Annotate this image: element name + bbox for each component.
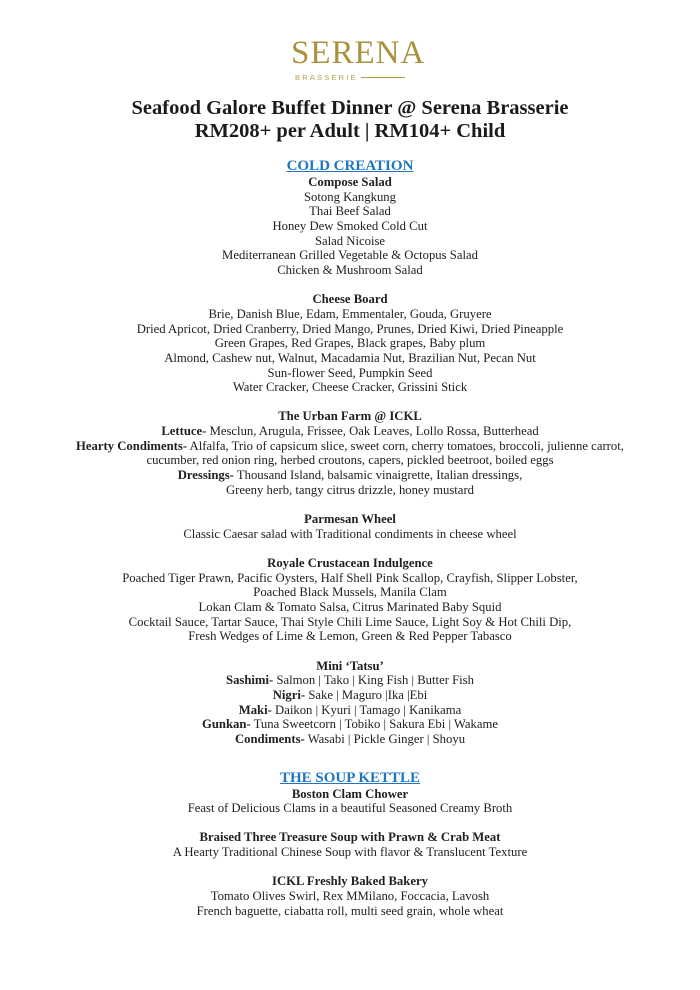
menu-content	[25, 157, 675, 918]
menu-line: French baguette, ciabatta roll, multi seed grain, whole wheat	[196, 903, 504, 918]
menu-line-lead: Sashimi-	[226, 673, 274, 688]
block-boston-clam-chower	[25, 787, 675, 816]
menu-line-text: Sake | Maguro |Ika |Ebi	[305, 687, 428, 702]
menu-line-lead: Hearty Condiments-	[76, 438, 188, 453]
menu-line-lead: Lettuce-	[161, 424, 207, 439]
block-urban-farm	[25, 409, 675, 497]
block-royale-crustacean	[25, 556, 675, 644]
serena-logo	[291, 35, 426, 82]
menu-line: Feast of Delicious Clams in a beautiful Seasoned Creamy Broth	[187, 801, 513, 816]
block-title: Boston Clam Chower	[291, 786, 409, 801]
menu-line: Poached Tiger Prawn, Pacific Oysters, Half Shell Pink Scallop, Crayfish, Slipper Lobster,	[122, 570, 578, 585]
menu-line: Mediterranean Grilled Vegetable & Octopus Salad	[222, 248, 478, 263]
menu-line: Sun-flower Seed, Pumpkin Seed	[267, 365, 433, 380]
menu-line-lead: Maki-	[238, 702, 272, 717]
menu-line: Lokan Clam & Tomato Salsa, Citrus Marinated Baby Squid	[198, 599, 502, 614]
menu-line: A Hearty Traditional Chinese Soup with flavor & Translucent Texture	[172, 845, 528, 860]
menu-line: cucumber, red onion ring, herbed croutons, capers, pickled beetroot, boiled eggs	[146, 453, 554, 468]
menu-line-text: Mesclun, Arugula, Frissee, Oak Leaves, Lollo Rossa, Butterhead	[206, 424, 539, 439]
block-parmesan-wheel	[25, 512, 675, 541]
menu-line	[25, 439, 675, 454]
menu-line-lead: Condiments-	[234, 731, 305, 746]
section-soup-kettle	[25, 769, 675, 919]
menu-line: Greeny herb, tangy citrus drizzle, honey mustard	[225, 482, 475, 497]
menu-line	[25, 717, 675, 732]
block-cheese-board	[25, 292, 675, 395]
menu-line: Almond, Cashew nut, Walnut, Macadamia Nut, Brazilian Nut, Pecan Nut	[164, 350, 536, 365]
menu-line-text: Salmon | Tako | King Fish | Butter Fish	[273, 673, 474, 688]
menu-line-lead: Dressings-	[177, 468, 234, 483]
block-title: Braised Three Treasure Soup with Prawn & Crab Meat	[199, 830, 501, 845]
menu-line: Thai Beef Salad	[309, 204, 391, 219]
menu-line: Honey Dew Smoked Cold Cut	[272, 218, 428, 233]
block-mini-tatsu	[25, 659, 675, 747]
block-title: Royale Crustacean Indulgence	[267, 556, 433, 570]
menu-line	[25, 673, 675, 688]
menu-line: Brie, Danish Blue, Edam, Emmentaler, Gouda, Gruyere	[208, 306, 492, 321]
block-title: The Urban Farm @ ICKL	[278, 409, 422, 424]
page-title-line1: Seafood Galore Buffet Dinner @ Serena Brasserie	[131, 97, 569, 119]
menu-line-text: Alfalfa, Trio of capsicum slice, sweet corn, cherry tomatoes, broccoli, julienne carrot,	[187, 438, 624, 453]
block-title: Mini ‘Tatsu’	[316, 658, 384, 673]
menu-line-text: Daikon | Kyuri | Tamago | Kanikama	[271, 702, 462, 717]
menu-line-lead: Nigri-	[272, 687, 306, 702]
page-title	[0, 97, 700, 142]
menu-line: Water Cracker, Cheese Cracker, Grissini Stick	[232, 380, 468, 395]
logo-subtitle-text: BRASSERIE	[295, 73, 358, 82]
block-compose-salad	[25, 175, 675, 278]
logo-brand-text: SERENA	[291, 35, 426, 71]
menu-line-lead: Gunkan-	[201, 717, 251, 732]
section-heading: THE SOUP KETTLE	[279, 769, 421, 786]
section-cold-creation	[25, 157, 675, 747]
block-title: Cheese Board	[312, 292, 388, 307]
block-braised-three-treasure-soup	[25, 830, 675, 859]
block-title: Parmesan Wheel	[304, 512, 396, 527]
menu-line	[25, 732, 675, 747]
page-title-line2: RM208+ per Adult | RM104+ Child	[194, 119, 506, 142]
menu-line	[25, 688, 675, 703]
menu-line: Salad Nicoise	[314, 233, 386, 248]
menu-line-text: Wasabi | Pickle Ginger | Shoyu	[304, 731, 466, 746]
menu-line: Classic Caesar salad with Traditional condiments in cheese wheel	[183, 526, 517, 541]
menu-line: Dried Apricot, Dried Cranberry, Dried Mango, Prunes, Dried Kiwi, Dried Pineapple	[136, 321, 564, 336]
block-title: Compose Salad	[308, 175, 392, 189]
menu-line	[25, 468, 675, 483]
menu-line: Fresh Wedges of Lime & Lemon, Green & Red Pepper Tabasco	[188, 629, 512, 644]
menu-line	[25, 424, 675, 439]
section-heading: COLD CREATION	[286, 158, 414, 174]
logo-divider-rule	[361, 77, 405, 78]
menu-line: Tomato Olives Swirl, Rex MMilano, Foccacia, Lavosh	[210, 889, 490, 904]
menu-line-text: Tuna Sweetcorn | Tobiko | Sakura Ebi | Wakame	[250, 717, 498, 732]
menu-line: Chicken & Mushroom Salad	[277, 262, 423, 277]
menu-line: Cocktail Sauce, Tartar Sauce, Thai Style Chili Lime Sauce, Light Soy & Hot Chili Dip,	[128, 614, 572, 629]
menu-line	[25, 703, 675, 718]
menu-line-text: Thousand Island, balsamic vinaigrette, Italian dressings,	[233, 468, 523, 483]
menu-line: Sotong Kangkung	[304, 189, 396, 204]
block-title: ICKL Freshly Baked Bakery	[272, 874, 428, 889]
menu-line: Poached Black Mussels, Manila Clam	[253, 585, 447, 600]
logo-subtitle-row	[291, 73, 409, 82]
menu-line: Green Grapes, Red Grapes, Black grapes, Baby plum	[214, 336, 486, 351]
block-ickl-bakery	[25, 874, 675, 918]
